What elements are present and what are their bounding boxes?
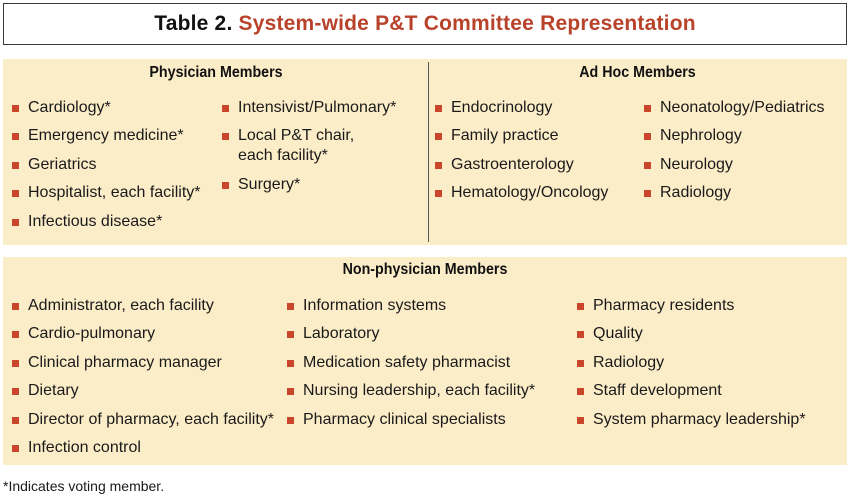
list-item-label: Nursing leadership, each facility* [303, 382, 536, 400]
list-item-label: Geriatrics [28, 155, 97, 173]
footnote: *Indicates voting member. [3, 478, 165, 494]
list-item-label: Director of pharmacy, each facility* [28, 410, 275, 428]
square-bullet-icon [287, 417, 294, 424]
square-bullet-icon [577, 331, 584, 338]
nonphysician-col3 [577, 296, 806, 438]
list-item-label: Pharmacy clinical specialists [303, 410, 506, 428]
list-item [644, 126, 825, 146]
list-item [577, 296, 806, 316]
list-item [644, 98, 825, 118]
list-item-label: Emergency medicine* [28, 127, 184, 145]
list-item [12, 98, 201, 118]
list-item [287, 296, 535, 316]
list-item-label: Cardio-pulmonary [28, 325, 156, 343]
list-item [12, 438, 274, 458]
square-bullet-icon [287, 360, 294, 367]
list-item-label: Surgery* [238, 175, 301, 193]
list-item-label: Laboratory [303, 325, 380, 343]
list-item [12, 155, 201, 175]
list-item [435, 155, 608, 175]
square-bullet-icon [644, 133, 651, 140]
list-item [222, 175, 396, 195]
square-bullet-icon [644, 190, 651, 197]
square-bullet-icon [577, 360, 584, 367]
list-item-label: Infectious disease* [28, 212, 163, 230]
square-bullet-icon [287, 331, 294, 338]
list-item [644, 183, 825, 203]
square-bullet-icon [435, 133, 442, 140]
square-bullet-icon [12, 219, 19, 226]
square-bullet-icon [287, 388, 294, 395]
adhoc-col1 [435, 98, 608, 212]
nonphysician-col2 [287, 296, 535, 438]
square-bullet-icon [12, 162, 19, 169]
list-item [12, 212, 201, 232]
square-bullet-icon [577, 303, 584, 310]
list-item-label: Medication safety pharmacist [303, 353, 511, 371]
list-item [577, 381, 806, 401]
physician-members-title: Physician Members [149, 64, 283, 81]
list-item-label: System pharmacy leadership* [593, 410, 806, 428]
list-item-label: Neonatology/Pediatrics [660, 99, 825, 116]
square-bullet-icon [644, 105, 651, 112]
list-item [287, 324, 535, 344]
square-bullet-icon [12, 388, 19, 395]
list-item-label: Intensivist/Pulmonary* [238, 99, 397, 116]
list-item-label: Dietary [28, 382, 79, 400]
square-bullet-icon [287, 303, 294, 310]
square-bullet-icon [12, 133, 19, 140]
list-item [435, 98, 608, 118]
adhoc-col2 [644, 98, 825, 212]
table-title [3, 3, 847, 45]
physician-col1 [12, 98, 201, 240]
list-item-label: Staff development [593, 382, 722, 400]
panel-divider [428, 62, 429, 242]
list-item [222, 98, 396, 118]
physician-col2 [222, 98, 396, 203]
list-item-label: Endocrinology [451, 99, 553, 116]
list-item [644, 155, 825, 175]
list-item-label: Gastroenterology [451, 155, 574, 173]
square-bullet-icon [12, 417, 19, 424]
list-item-label: Family practice [451, 127, 559, 145]
list-item-label: Hospitalist, each facility* [28, 184, 201, 202]
list-item-label: Clinical pharmacy manager [28, 353, 222, 371]
list-item [287, 381, 535, 401]
list-item-label: Nephrology [660, 127, 742, 145]
list-item [577, 410, 806, 430]
square-bullet-icon [12, 331, 19, 338]
list-item [12, 183, 201, 203]
list-item-label: Quality [593, 325, 643, 343]
list-item [435, 126, 608, 146]
square-bullet-icon [222, 133, 229, 140]
list-item [12, 410, 274, 430]
list-item [12, 324, 274, 344]
list-item [12, 353, 274, 373]
square-bullet-icon [577, 388, 584, 395]
square-bullet-icon [577, 417, 584, 424]
square-bullet-icon [222, 182, 229, 189]
square-bullet-icon [12, 105, 19, 112]
list-item-label: Infection control [28, 438, 141, 456]
list-item-label: Neurology [660, 155, 733, 173]
list-item [12, 381, 274, 401]
list-item-label: Hematology/Oncology [451, 184, 609, 202]
table-caption: System-wide P&T Committee Representation [238, 12, 696, 35]
square-bullet-icon [12, 445, 19, 452]
square-bullet-icon [435, 105, 442, 112]
square-bullet-icon [12, 190, 19, 197]
square-bullet-icon [222, 105, 229, 112]
list-item [287, 410, 535, 430]
list-item [222, 126, 396, 166]
list-item-label: Pharmacy residents [593, 297, 735, 314]
square-bullet-icon [12, 360, 19, 367]
list-item-label: Local P&T chair, each facility* [238, 127, 355, 165]
list-item-label: Information systems [303, 297, 447, 314]
square-bullet-icon [644, 162, 651, 169]
list-item-label: Cardiology* [28, 99, 111, 116]
table-number: Table 2. [154, 12, 233, 35]
list-item-label: Radiology [660, 184, 732, 202]
nonphysician-members-title: Non-physician Members [342, 261, 508, 278]
list-item [577, 353, 806, 373]
nonphysician-col1 [12, 296, 274, 466]
list-item [12, 126, 201, 146]
list-item-label: Radiology [593, 353, 665, 371]
list-item [435, 183, 608, 203]
square-bullet-icon [12, 303, 19, 310]
list-item-label: Administrator, each facility [28, 297, 214, 314]
square-bullet-icon [435, 190, 442, 197]
list-item [12, 296, 274, 316]
list-item [577, 324, 806, 344]
square-bullet-icon [435, 162, 442, 169]
list-item [287, 353, 535, 373]
adhoc-members-title: Ad Hoc Members [579, 64, 696, 81]
